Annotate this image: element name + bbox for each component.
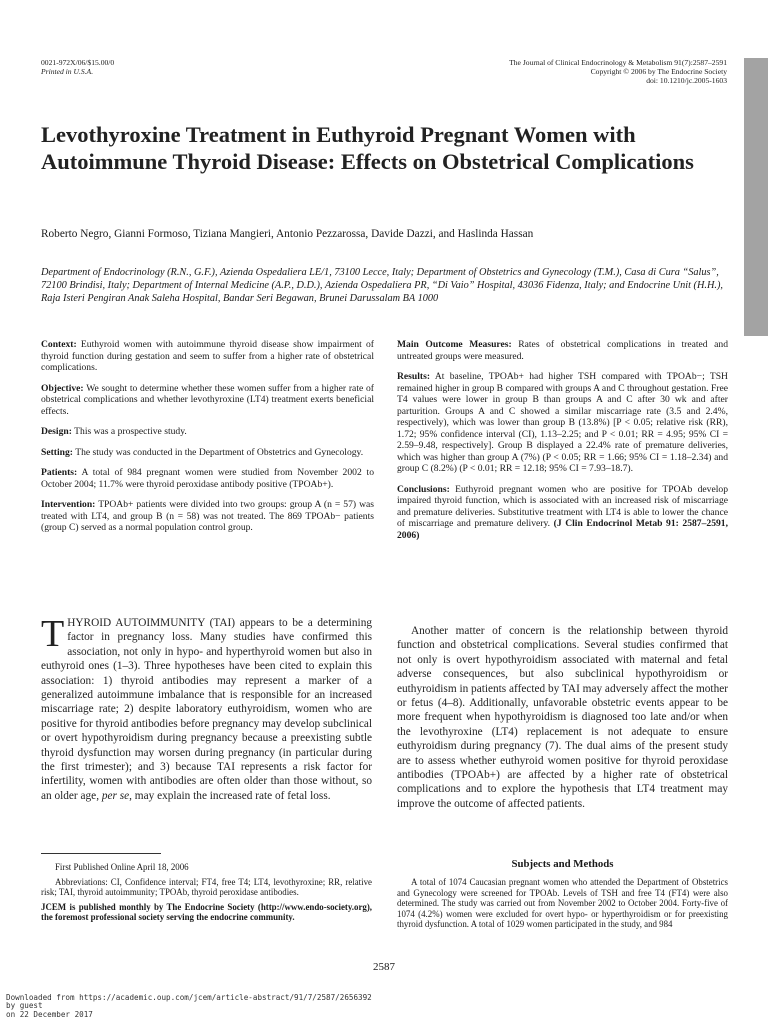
abstract-results: Results: At baseline, TPOAb+ had higher TSH compared with TPOAb−; TSH remained higher in group B compared with groups A and C throughout gestation. Free T4 values were lower in group B than groups A and C after 30 wk and after parturition. Groups A and C showed a similar miscarriage rate (3.5 and 2.4%, respectively), which was lower than group B (13.8%) [P < 0.05; relative risk (RR), 1.72; 95% confidence interval (CI), 1.13–2.25; and P < 0.01; RR = 4.95; 95% CI = 2.59–9.48, respectively]. Group B displayed a 22.4% rate of premature deliveries, which was higher than group A (7%) (P < 0.05; RR = 1.66; 95% CI = 1.18–2.34) and group C (8.2%) (P < 0.01; RR = 12.18; 95% CI = 7.93–18.7). bbox=[397, 371, 728, 474]
abstract-intervention: Intervention: TPOAb+ patients were divided into two groups: group A (n = 57) was treated with LT4, and group B (n = 58) was not treated. The 869 TPOAb− patients (group C) served as a normal population control group. bbox=[41, 499, 374, 533]
footnote-rule bbox=[41, 853, 161, 854]
concern-paragraph: Another matter of concern is the relationship between thyroid function and obstetrical complications. Several studies confirmed that not only is overt hypothyroidism associated with maternal and fetal adverse consequences, but also subclinical hypothyroidism or euthyroidism in patients affected by TAI may adversely affect the mother or fetus (4–8). Additionally, unfavorable obstetric events appear to be more frequent when hypothyroidism is diagnosed too late and/or when the levothyroxine (LT4) replacement is not adequate to ensure euthyroidism during pregnancy (7). The dual aims of the present study are to assess whether euthyroid women positive for thyroid peroxidase antibodies (TPOAb+) are affected by a higher rate of obstetrical complications and to explore the hypothesis that LT4 treatment may improve the outcome of affected patients. bbox=[397, 625, 728, 810]
journal-citation-header bbox=[509, 58, 727, 85]
body-right-column bbox=[397, 624, 728, 811]
abstract-outcome: Main Outcome Measures: Rates of obstetrical complications in treated and untreated groups were measured. bbox=[397, 339, 728, 362]
abstract-patients: Patients: A total of 984 pregnant women were studied from November 2002 to October 2004; 11.7% were thyroid peroxidase antibody positive (TPOAb+). bbox=[41, 467, 374, 490]
body-left-column bbox=[41, 613, 372, 803]
copyright-line: Copyright © 2006 by The Endocrine Society bbox=[590, 67, 727, 76]
abstract-context: Context: Euthyroid women with autoimmune thyroid disease show impairment of thyroid function during gestation and seem to suffer from a higher rate of obstetrical complications. bbox=[41, 339, 374, 373]
abstract-conclusions: Conclusions: Euthyroid pregnant women who are positive for TPOAb develop impaired thyroid function, which is associated with an increased risk of miscarriage and premature deliveries. Substitutive treatment with LT4 is able to lower the chance of miscarriage and premature delivery. (J Clin Endocrinol Metab 91: 2587–2591, 2006) bbox=[397, 483, 728, 541]
drop-cap: T bbox=[41, 613, 65, 655]
abbreviations: Abbreviations: CI, Confidence interval; FT4, free T4; LT4, levothyroxine; RR, relative risk; TAI, thyroid autoimmunity; TPOAb, thyroid peroxidase antibodies. bbox=[41, 876, 372, 898]
download-date: on 22 December 2017 bbox=[6, 1009, 93, 1019]
download-notice bbox=[6, 994, 372, 1019]
jcem-notice: JCEM is published monthly by The Endocrine Society (http://www.endo-society.org), the foremost professional society serving the endocrine community. bbox=[41, 901, 372, 923]
download-url[interactable]: Downloaded from https://academic.oup.com/jcem/article-abstract/91/7/2587/2656392 bbox=[6, 993, 372, 1002]
issn-line: 0021-972X/06/$15.00/0 bbox=[41, 58, 115, 67]
journal-issn-header bbox=[41, 58, 114, 76]
page-number: 2587 bbox=[373, 961, 395, 973]
affiliations: Department of Endocrinology (R.N., G.F.), Azienda Ospedaliera LE/1, 73100 Lecce, Italy; Department of Obstetrics and Gynecology (T.M.), Casa di Cura “Salus”, 72100 Brindisi, Italy; Department of Internal Medicine (A.P., D.D.), Azienda Ospedaliera PR, “Di Vaio” Hospital, 43036 Fidenza, Italy; and Endocrine Unit (H.H.), Raja Isteri Pengiran Anak Saleha Hospital, Bandar Seri Begawan, Brunei Darussalam BA 1000 bbox=[41, 267, 723, 305]
printed-line: Printed in U.S.A. bbox=[41, 67, 94, 76]
methods-heading: Subjects and Methods bbox=[511, 858, 614, 870]
abstract-right-column bbox=[397, 339, 728, 550]
abstract-citation: (J Clin Endocrinol Metab 91: 2587–2591, 2006) bbox=[397, 518, 728, 541]
journal-line: The Journal of Clinical Endocrinology & Metabolism 91(7):2587–2591 bbox=[509, 58, 727, 67]
first-published: First Published Online April 18, 2006 bbox=[55, 862, 189, 872]
doi-line[interactable]: doi: 10.1210/jc.2005-1603 bbox=[646, 76, 727, 85]
abstract-left-column bbox=[41, 339, 374, 543]
intro-paragraph: THYROID AUTOIMMUNITY (TAI) appears to be a determining factor in pregnancy loss. Many studies have confirmed this association, not only in hypo- and hyperthyroid women but also in euthyroid ones (1–3). Three hypotheses have been cited to explain this association: 1) thyroid antibodies may represent a marker of a generalized autoimmune imbalance that is responsible for an increased miscarriage rate; 2) despite laboratory euthyroidism, women who are positive for thyroid antibodies before pregnancy may develop subclinical or overt hypothyroidism during pregnancy because a preexisting subtle thyroid dysfunction may worsen during pregnancy (in particular during the first trimester); and 3) because TAI represents a risk factor for infertility, women with antibodies are often older than those without, so an older age, per se, may explain the increased rate of fetal loss. bbox=[41, 613, 372, 802]
abstract-objective: Objective: We sought to determine whether these women suffer from a higher rate of obstetrical complications and whether levothyroxine (LT4) treatment exerts beneficial effects. bbox=[41, 382, 374, 417]
download-guest: by guest bbox=[6, 1001, 43, 1011]
author-list: Roberto Negro, Gianni Formoso, Tiziana Mangieri, Antonio Pezzarossa, Davide Dazzi, and Haslinda Hassan bbox=[41, 228, 534, 240]
abstract-setting: Setting: The study was conducted in the Department of Obstetrics and Gynecology. bbox=[41, 446, 364, 458]
section-sidebar-bar bbox=[744, 58, 768, 336]
footnotes bbox=[41, 862, 372, 927]
article-title: Levothyroxine Treatment in Euthyroid Pregnant Women with Autoimmune Thyroid Disease: Effects on Obstetrical Complications bbox=[41, 122, 694, 174]
abstract-design: Design: This was a prospective study. bbox=[41, 426, 187, 437]
methods-text: A total of 1074 Caucasian pregnant women who attended the Department of Obstetrics and Gynecology were screened for TPOAb. Levels of TSH and free T4 (FT4) were also determined. The study was carried out from November 2002 to October 2004. Forty-five of 1074 (4.2%) women were excluded for overt hypo- or hyperthyroidism or for preexisting thyroid dysfunction. A total of 1029 women participated in the study, and 984 bbox=[397, 877, 728, 930]
